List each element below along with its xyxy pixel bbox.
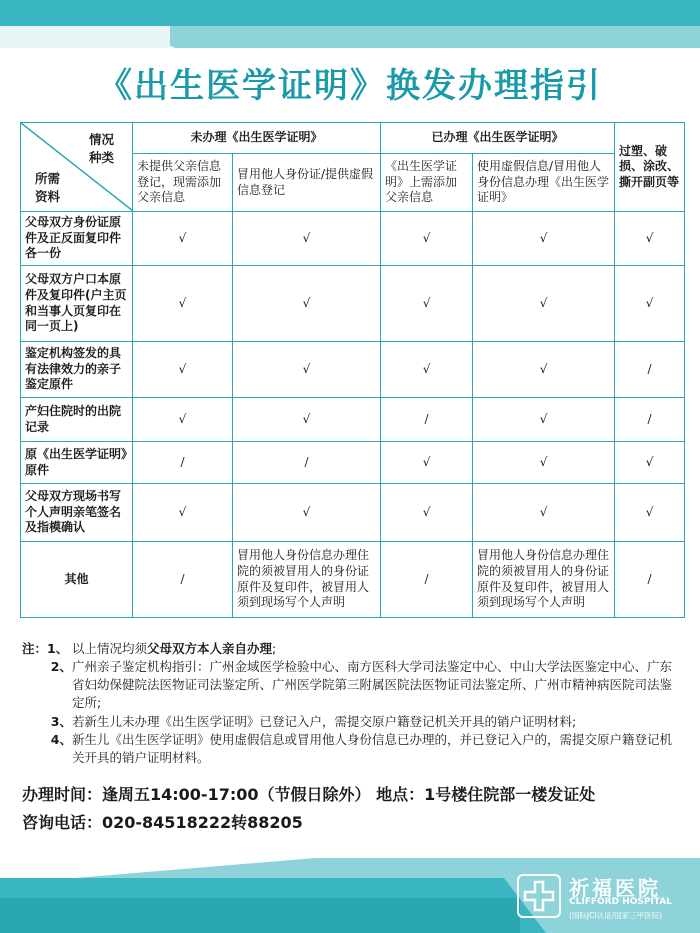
mark-cell: √ (381, 342, 473, 398)
row-label-other: 其他 (21, 542, 133, 618)
mark-cell: √ (233, 266, 381, 342)
mark-cell: √ (381, 484, 473, 542)
mark-cell: √ (473, 484, 615, 542)
office-hours: 办理时间：逢周五14:00-17:00（节假日除外） 地点：1号楼住院部一楼发证处 (22, 785, 596, 804)
mark-cell: √ (133, 212, 233, 266)
subheader-issued-add-father: 《出生医学证明》上需添加父亲信息 (381, 154, 473, 212)
mark-cell: √ (473, 342, 615, 398)
mark-cell: √ (381, 212, 473, 266)
mark-cell: √ (615, 442, 685, 484)
mark-cell: √ (473, 398, 615, 442)
mark-cell: √ (133, 266, 233, 342)
mark-cell: √ (133, 342, 233, 398)
other-note-cell: 冒用他人身份信息办理住院的须被冒用人的身份证原件及复印件，被冒用人须到现场写个人声明 (233, 542, 381, 618)
row-label-hukou: 父母双方户口本原件及复印件(户主页和当事人页复印在同一页上) (21, 266, 133, 342)
mark-cell: / (133, 542, 233, 618)
mark-cell: √ (133, 398, 233, 442)
note-4: 新生儿《出生医学证明》使用虚假信息或冒用他人身份信息已办理的，并已登记入户的，需提交原户籍登记机关开具的销户证明材料。 (72, 731, 673, 765)
mark-cell: √ (233, 398, 381, 442)
mark-cell: / (381, 542, 473, 618)
corner-label-top: 情况 种类 (88, 132, 114, 165)
mark-cell: √ (233, 342, 381, 398)
note-1: 以上情况均须父母双方本人亲自办理; (72, 641, 277, 656)
mark-cell: √ (473, 442, 615, 484)
mark-cell: √ (615, 212, 685, 266)
notes-section: 注：1、 以上情况均须父母双方本人亲自办理; 2、 广州亲子鉴定机构指引：广州金域医学检验中心、南方医科大学司法鉴定中心、中山大学法医鉴定中心、广东省妇幼保健院法医物证司法鉴定所、广州医学院第三附属医院法医物证司法鉴定所、广州市精神病医院司法鉴定所; 3、 若新生儿未办理《出生医学证明》已登记入户，需提交原户籍登记机关开具的销户证明材料; 4、 新生儿《出生医学证明》使用虚假信息或冒用他人身份信息已办理的，并已登记入户的，需提交原户籍登记机关开具的销户证明材料。 (22, 640, 682, 767)
hospital-cross-icon (517, 874, 561, 918)
mark-cell: √ (615, 484, 685, 542)
note-2: 广州亲子鉴定机构指引：广州金域医学检验中心、南方医科大学司法鉴定中心、中山大学法医鉴定中心、广东省妇幼保健院法医物证司法鉴定所、广州医学院第三附属医院法医物证司法鉴定所、广州市精神病医院司法鉴定所; (72, 659, 673, 711)
row-label-discharge: 产妇住院时的出院记录 (21, 398, 133, 442)
mark-cell: / (615, 542, 685, 618)
mark-cell: / (233, 442, 381, 484)
subheader-fake-id: 冒用他人身份证/提供虚假信息登记 (233, 154, 381, 212)
row-label-original-cert: 原《出生医学证明》原件 (21, 442, 133, 484)
notes-lead: 注：1、 (22, 641, 69, 656)
logo-subtitle: (国际JCI认证/国家三甲医院) (569, 911, 663, 920)
mark-cell: / (381, 398, 473, 442)
logo-chinese-name: 祈福医院 (569, 876, 661, 900)
mark-cell: √ (473, 212, 615, 266)
subheader-issued-fake: 使用虚假信息/冒用他人身份信息办理《出生医学证明》 (473, 154, 615, 212)
table-corner-cell (21, 123, 133, 212)
corner-label-bottom: 所需 资料 (35, 171, 61, 204)
row-label-id-card: 父母双方身份证原件及正反面复印件各一份 (21, 212, 133, 266)
row-label-paternity: 鉴定机构签发的具有法律效力的亲子鉴定原件 (21, 342, 133, 398)
other-note-cell: 冒用他人身份信息办理住院的须被冒用人的身份证原件及复印件，被冒用人须到现场写个人声明 (473, 542, 615, 618)
header-issued: 已办理《出生医学证明》 (381, 123, 615, 154)
note-3: 若新生儿未办理《出生医学证明》已登记入户，需提交原户籍登记机关开具的销户证明材料; (72, 713, 577, 729)
subheader-add-father: 未提供父亲信息登记，现需添加父亲信息 (133, 154, 233, 212)
mark-cell: √ (133, 484, 233, 542)
page-title: 《出生医学证明》换发办理指引 (98, 66, 602, 106)
row-label-declaration: 父母双方现场书写个人声明亲笔签名及指模确认 (21, 484, 133, 542)
mark-cell: √ (615, 266, 685, 342)
header-damaged: 过塑、破损、涂改、撕开副页等 (615, 123, 685, 212)
phone-number: 咨询电话：020-84518222转88205 (22, 813, 303, 832)
requirements-table (20, 122, 685, 618)
logo-english-name: CLIFFORD HOSPITAL (569, 897, 672, 907)
mark-cell: / (615, 342, 685, 398)
mark-cell: √ (233, 484, 381, 542)
hospital-logo (517, 872, 692, 924)
mark-cell: √ (381, 442, 473, 484)
mark-cell: √ (233, 212, 381, 266)
mark-cell: √ (473, 266, 615, 342)
header-not-issued: 未办理《出生医学证明》 (133, 123, 381, 154)
top-decor-band (0, 0, 700, 48)
mark-cell: / (133, 442, 233, 484)
mark-cell: / (615, 398, 685, 442)
mark-cell: √ (381, 266, 473, 342)
